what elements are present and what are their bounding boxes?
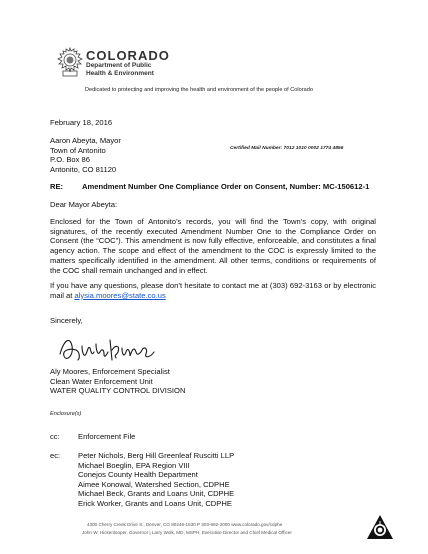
letter-date: February 18, 2016 (50, 118, 113, 127)
ec-list-item: Michael Boeglin, EPA Region VIII (78, 460, 190, 470)
signer-line: WATER QUALITY CONTROL DIVISION (50, 386, 186, 396)
signer-line: Aly Moores, Enforcement Specialist (50, 367, 170, 376)
ec-list-item: Peter Nichols, Berg Hill Greenleaf Ruscitti LLP (78, 451, 235, 460)
recipient-line: P.O. Box 86 (50, 155, 90, 165)
salutation: Dear Mayor Abeyta: (50, 200, 118, 209)
recipient-address (50, 136, 121, 175)
footer-officials: John W. Hickenlooper, Governor | Larry Wolk, MD, MSPH, Executive Director and Chief Medical Officer (82, 530, 292, 535)
recipient-line: Town of Antonito (50, 145, 106, 155)
ec-list-item: Michael Beck, Grants and Loans Unit, CDPHE (78, 489, 235, 498)
department-line-1: Department of Public (86, 62, 152, 69)
enclosure-note: Enclosure(s) (50, 411, 82, 417)
recipient-line: Antonito, CO 81120 (50, 165, 117, 175)
handwritten-signature (56, 332, 156, 366)
signer-block (50, 367, 185, 396)
cc-label: cc: (50, 432, 60, 441)
cc-value: Enforcement File (78, 432, 136, 441)
ec-list-item: Aimee Konowal, Watershed Section, CDPHE (78, 479, 230, 489)
contact-text: If you have any questions, please don’t hesitate to contact me at (303) 692-3163 or by electronic mail at (50, 281, 376, 300)
certified-mail-number: Certified Mail Number: 7012 1010 0002 1774 4856 (230, 146, 344, 151)
re-label: RE: (50, 182, 64, 191)
ec-list-item: Conejos County Health Department (78, 470, 198, 479)
department-line-2: Health & Environment (86, 69, 154, 77)
department-name (86, 62, 166, 77)
org-name: COLORADO (86, 48, 170, 63)
re-subject: Amendment Number One Compliance Order on Consent, Number: MC-150612-1 (82, 182, 370, 191)
signer-line: Clean Water Enforcement Unit (50, 376, 153, 386)
closing: Sincerely, (50, 316, 83, 325)
state-seal-logo (57, 47, 83, 77)
co-triangle-logo (366, 514, 394, 540)
ec-label: ec: (50, 451, 61, 460)
body-paragraph-1: Enclosed for the Town of Antonito’s records, you will find the Town’s copy, with original signatures, of the recently executed Amendment Number One to the Compliance Order on Consent (the “COC”). This amendment is now fully effective, enforceable, and constitutes a final agency action. The scope and effect of the amendment to the COC is expressly limited to the matters specifically identified in the amendment. All other terms, conditions or requirements of the COC shall remain unchanged and in effect. (50, 217, 376, 275)
recipient-line: Aaron Abeyta, Mayor (50, 136, 121, 145)
tagline: Dedicated to protecting and improving the health and environment of the people of Colorado (85, 87, 313, 93)
email-link[interactable]: alysia.moores@state.co.us (74, 290, 166, 300)
footer-address: 4300 Cherry Creek Drive S., Denver, CO 80246-1530 P 303-692-2000 www.colorado.gov/cdphe (87, 522, 283, 527)
ec-list-item: Erick Worker, Grants and Loans Unit, CDPHE (78, 498, 232, 508)
body-paragraph-2 (50, 281, 376, 300)
ec-list (78, 451, 234, 508)
